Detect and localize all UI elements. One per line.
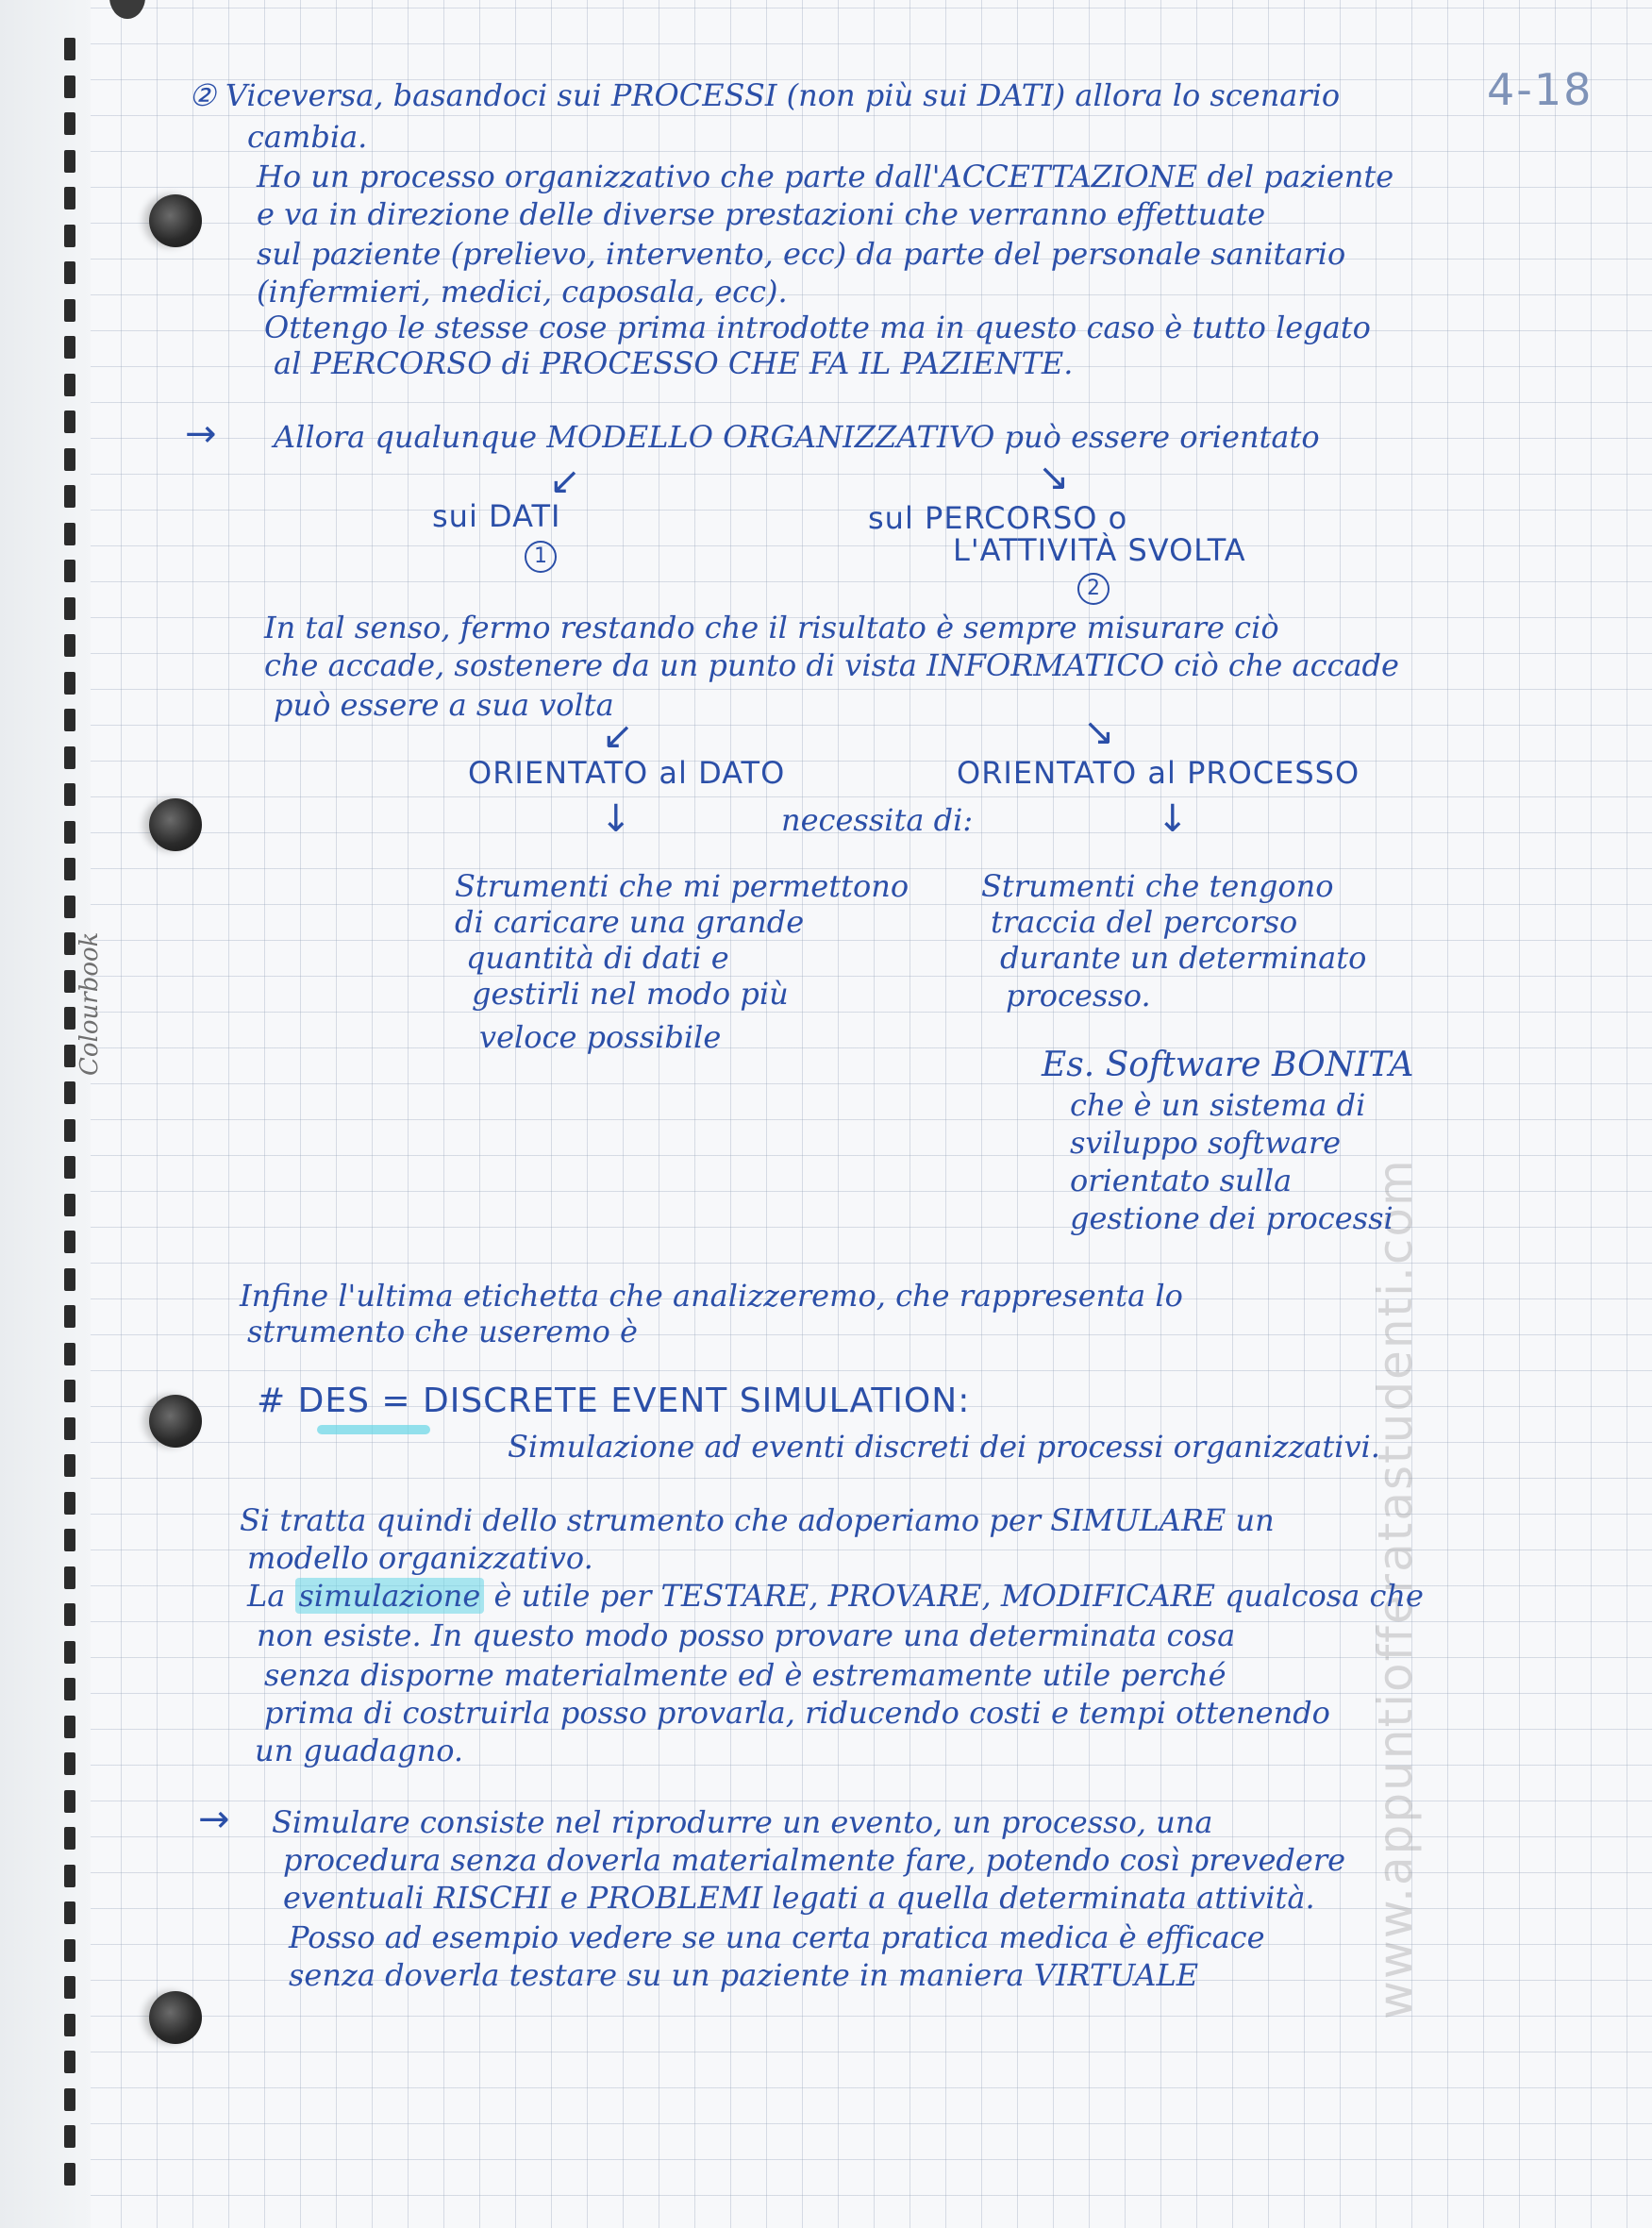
binding-tick	[64, 410, 75, 433]
binding-tick	[64, 634, 75, 657]
text-line: gestione dei processi	[1070, 1200, 1393, 1236]
arrow-down-left-icon: ↙	[602, 714, 634, 758]
punch-hole	[149, 1395, 202, 1448]
binding-tick	[64, 2014, 75, 2036]
binding-tick	[64, 970, 75, 993]
text-line: non esiste. In questo modo posso provare una determinata cosa	[257, 1617, 1236, 1653]
binding-tick	[64, 187, 75, 209]
binding-tick	[64, 2163, 75, 2186]
text-line: può essere a sua volta	[274, 687, 614, 723]
binding-tick	[64, 896, 75, 918]
text-line: che accade, sostenere da un punto di vista INFORMATICO ciò che accade	[264, 647, 1399, 683]
text-line	[247, 1578, 1424, 1614]
binding-tick	[64, 746, 75, 769]
binding-tick	[64, 1305, 75, 1328]
text-line: (infermieri, medici, caposala, ecc).	[257, 274, 788, 310]
binding-tick	[64, 1827, 75, 1850]
binding-tick	[64, 783, 75, 806]
binding-tick	[64, 1603, 75, 1626]
binding-tick	[64, 1268, 75, 1291]
highlight-underline	[317, 1425, 430, 1434]
text-line: Simulazione ad eventi discreti dei processi organizzativi.	[508, 1429, 1380, 1465]
binding-tick	[64, 1492, 75, 1515]
binding-tick	[64, 225, 75, 247]
binding-tick	[64, 112, 75, 135]
text-line: cambia.	[247, 119, 368, 155]
text-line: Ho un processo organizzativo che parte dall'ACCETTAZIONE del paziente	[257, 159, 1394, 194]
binding-tick	[64, 1156, 75, 1179]
punch-hole	[149, 1991, 202, 2044]
text-line: necessita di:	[781, 802, 974, 838]
branch-number	[1077, 566, 1110, 605]
binding-tick	[64, 1865, 75, 1887]
binding-tick	[64, 1976, 75, 1999]
arrow-right-icon: →	[198, 1798, 230, 1841]
text-line: sul paziente (prelievo, intervento, ecc) da parte del personale sanitario	[257, 236, 1346, 272]
text-line: che è un sistema di	[1070, 1087, 1366, 1123]
text-line: Strumenti che mi permettono	[455, 868, 909, 904]
text-line: sviluppo software	[1070, 1125, 1342, 1161]
text-line: Ottengo le stesse cose prima introdotte ma in questo caso è tutto legato	[264, 310, 1371, 345]
highlighted-word: simulazione	[295, 1578, 485, 1614]
branch-label: sui DATI	[432, 498, 561, 534]
binding-tick	[64, 1641, 75, 1664]
arrow-down-right-icon: ↘	[1083, 711, 1115, 754]
arrow-down-icon: ↓	[1157, 797, 1189, 841]
binding-tick	[64, 523, 75, 545]
arrow-down-left-icon: ↙	[549, 460, 581, 503]
circled-number: 2	[1077, 573, 1110, 605]
text-fragment: La	[247, 1578, 286, 1614]
binding-tick	[64, 1939, 75, 1962]
binding-tick	[64, 1380, 75, 1402]
branch-label: sul PERCORSO o	[868, 500, 1128, 536]
text-line: senza disporne materialmente ed è estremamente utile perché	[264, 1657, 1226, 1693]
branch-number	[525, 534, 557, 573]
binding-tick	[64, 299, 75, 322]
text-line: modello organizzativo.	[247, 1540, 593, 1576]
binding-tick	[64, 858, 75, 880]
binding-tick	[64, 1417, 75, 1440]
binding-tick	[64, 1081, 75, 1104]
binding-tick	[64, 1529, 75, 1551]
binding-tick	[64, 38, 75, 60]
punch-hole	[149, 798, 202, 851]
text-line: al PERCORSO di PROCESSO CHE FA IL PAZIENTE.	[274, 345, 1074, 381]
binding-tick	[64, 1790, 75, 1813]
text-line: Infine l'ultima etichetta che analizzeremo, che rappresenta lo	[240, 1278, 1183, 1314]
watermark: www.appuntiofferatastudenti.com	[1368, 1158, 1423, 2019]
text-fragment: è utile per TESTARE, PROVARE, MODIFICARE qualcosa che	[493, 1578, 1424, 1614]
text-line: gestirli nel modo più	[472, 976, 789, 1012]
text-line: quantità di dati e	[466, 940, 729, 976]
binding-tick	[64, 485, 75, 508]
text-line: e va in direzione delle diverse prestazioni che verranno effettuate	[257, 196, 1266, 232]
arrow-down-icon: ↓	[600, 797, 632, 841]
text-line: Simulare consiste nel riprodurre un evento, un processo, una	[272, 1804, 1213, 1840]
binding-tick	[64, 709, 75, 731]
binding-tick	[64, 2051, 75, 2073]
text-line: orientato sulla	[1070, 1163, 1293, 1198]
text-line: prima di costruirla posso provarla, riducendo costi e tempi ottenendo	[264, 1695, 1330, 1731]
binding-tick	[64, 336, 75, 359]
binding-tick	[64, 448, 75, 471]
text-line: Posso ad esempio vedere se una certa pratica medica è efficace	[289, 1919, 1265, 1955]
binding-tick	[64, 932, 75, 955]
binding-tick	[64, 1231, 75, 1253]
binding-tick	[64, 150, 75, 173]
text-line: senza doverla testare su un paziente in maniera VIRTUALE	[289, 1957, 1199, 1993]
text-line: veloce possibile	[479, 1019, 722, 1055]
binding-tick	[64, 1007, 75, 1030]
punch-hole	[149, 194, 202, 247]
brand-label: Colourbook	[75, 931, 104, 1076]
text-line: processo.	[1006, 978, 1151, 1013]
binding-tick	[64, 2125, 75, 2148]
text-line: Es. Software BONITA	[1042, 1046, 1414, 1084]
binding-tick	[64, 1119, 75, 1142]
binding-tick	[64, 560, 75, 582]
page-number: 4-18	[1487, 64, 1594, 115]
binding-tick	[64, 374, 75, 396]
text-line: durante un determinato	[1000, 940, 1367, 976]
binding-tick	[64, 1194, 75, 1216]
text-line: Strumenti che tengono	[981, 868, 1334, 904]
text-line: strumento che useremo è	[247, 1314, 638, 1349]
text-line: procedura senza doverla materialmente fare, potendo così prevedere	[283, 1842, 1346, 1878]
branch-label: L'ATTIVITÀ SVOLTA	[953, 532, 1246, 568]
binding-tick	[64, 1454, 75, 1477]
text-line: eventuali RISCHI e PROBLEMI legati a quella determinata attività.	[283, 1880, 1315, 1916]
binding-tick	[64, 1343, 75, 1365]
binding-tick	[64, 2088, 75, 2111]
arrow-down-right-icon: ↘	[1038, 456, 1070, 499]
text-line: traccia del percorso	[991, 904, 1298, 940]
arrow-right-icon: →	[185, 412, 217, 456]
binding-tick	[64, 1678, 75, 1700]
text-line: di caricare una grande	[455, 904, 805, 940]
text-line: un guadagno.	[255, 1733, 464, 1768]
binding-tick	[64, 1752, 75, 1775]
binding-tick	[64, 1566, 75, 1589]
binding-tick	[64, 1716, 75, 1738]
binding-tick	[64, 75, 75, 98]
binding-tick	[64, 672, 75, 695]
text-line: ② Viceversa, basandoci sui PROCESSI (non più sui DATI) allora lo scenario	[189, 77, 1341, 113]
text-line: Allora qualunque MODELLO ORGANIZZATIVO può essere orientato	[274, 419, 1320, 455]
binding-tick	[64, 821, 75, 844]
circled-number: 1	[525, 541, 557, 573]
binding-tick	[64, 597, 75, 620]
section-heading: # DES = DISCRETE EVENT SIMULATION:	[257, 1382, 971, 1420]
text-line: In tal senso, fermo restando che il risultato è sempre misurare ciò	[264, 610, 1279, 645]
binding-tick	[64, 1045, 75, 1067]
binding-tick	[64, 1901, 75, 1924]
binding-tick	[64, 261, 75, 284]
branch-label: ORIENTATO al DATO	[468, 755, 786, 791]
punch-hole-top	[109, 0, 145, 19]
binding-ticks	[64, 38, 77, 2199]
text-line: Si tratta quindi dello strumento che adoperiamo per SIMULARE un	[240, 1502, 1275, 1538]
branch-label: ORIENTATO al PROCESSO	[957, 755, 1360, 791]
